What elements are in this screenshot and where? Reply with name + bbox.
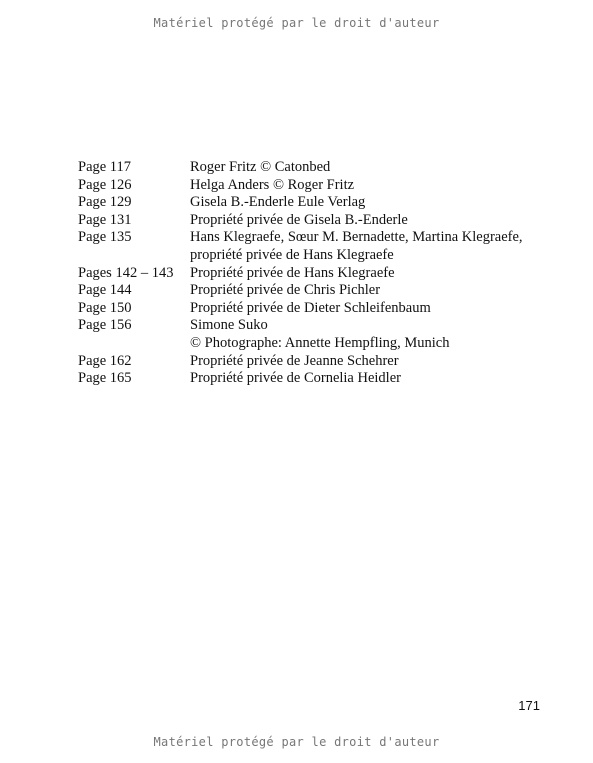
credit-row <box>78 370 548 388</box>
credit-page-reference: Page 126 <box>78 176 132 193</box>
credit-source <box>190 265 548 283</box>
credit-row <box>78 353 548 371</box>
credit-source <box>190 229 548 264</box>
credit-source <box>190 212 548 230</box>
credit-row <box>78 229 548 264</box>
credit-source <box>190 159 548 177</box>
credit-line: Propriété privée de Dieter Schleifenbaum <box>190 299 431 316</box>
copyright-watermark-top: Matériel protégé par le droit d'auteur <box>153 16 440 30</box>
credit-row <box>78 265 548 283</box>
credit-source <box>190 370 548 388</box>
credit-source <box>190 282 548 300</box>
credit-line: Hans Klegraefe, Sœur M. Bernadette, Martina Klegraefe, <box>190 229 523 246</box>
credit-line: Helga Anders © Roger Fritz <box>190 176 355 193</box>
credit-source <box>190 177 548 195</box>
credit-row <box>78 177 548 195</box>
credit-row <box>78 317 548 352</box>
credit-line: Propriété privée de Gisela B.-Enderle <box>190 211 408 228</box>
credit-page-reference: Page 135 <box>78 229 132 246</box>
credit-source <box>190 194 548 212</box>
credit-line: Propriété privée de Jeanne Schehrer <box>190 352 399 369</box>
credit-page-reference: Page 131 <box>78 211 132 228</box>
photo-credits-list <box>78 159 548 388</box>
credit-page-reference: Pages 142 – 143 <box>78 264 174 281</box>
credit-page-reference: Page 144 <box>78 282 132 299</box>
credit-source <box>190 317 548 352</box>
credit-page-reference: Page 162 <box>78 352 132 369</box>
credit-source <box>190 300 548 318</box>
copyright-watermark-bottom: Matériel protégé par le droit d'auteur <box>153 735 440 749</box>
credit-line: © Photographe: Annette Hempfling, Munich <box>190 334 450 351</box>
credit-line: propriété privée de Hans Klegraefe <box>190 246 394 263</box>
credit-page-reference: Page 150 <box>78 299 132 316</box>
credit-row <box>78 282 548 300</box>
credit-source <box>190 353 548 371</box>
credit-row <box>78 212 548 230</box>
credit-line: Gisela B.-Enderle Eule Verlag <box>190 194 366 211</box>
credit-line: Propriété privée de Cornelia Heidler <box>190 370 401 387</box>
credit-row <box>78 300 548 318</box>
credit-page-reference: Page 156 <box>78 317 132 334</box>
credit-line: Propriété privée de Hans Klegraefe <box>190 264 395 281</box>
credit-page-reference: Page 117 <box>78 159 132 175</box>
credit-row <box>78 194 548 212</box>
credit-row <box>78 159 548 177</box>
credit-page-reference: Page 129 <box>78 194 132 211</box>
credit-line: Simone Suko <box>190 317 268 334</box>
page-number: 171 <box>518 698 540 713</box>
credit-line: Roger Fritz © Catonbed <box>190 159 331 175</box>
credit-page-reference: Page 165 <box>78 370 132 387</box>
credit-line: Propriété privée de Chris Pichler <box>190 282 381 299</box>
